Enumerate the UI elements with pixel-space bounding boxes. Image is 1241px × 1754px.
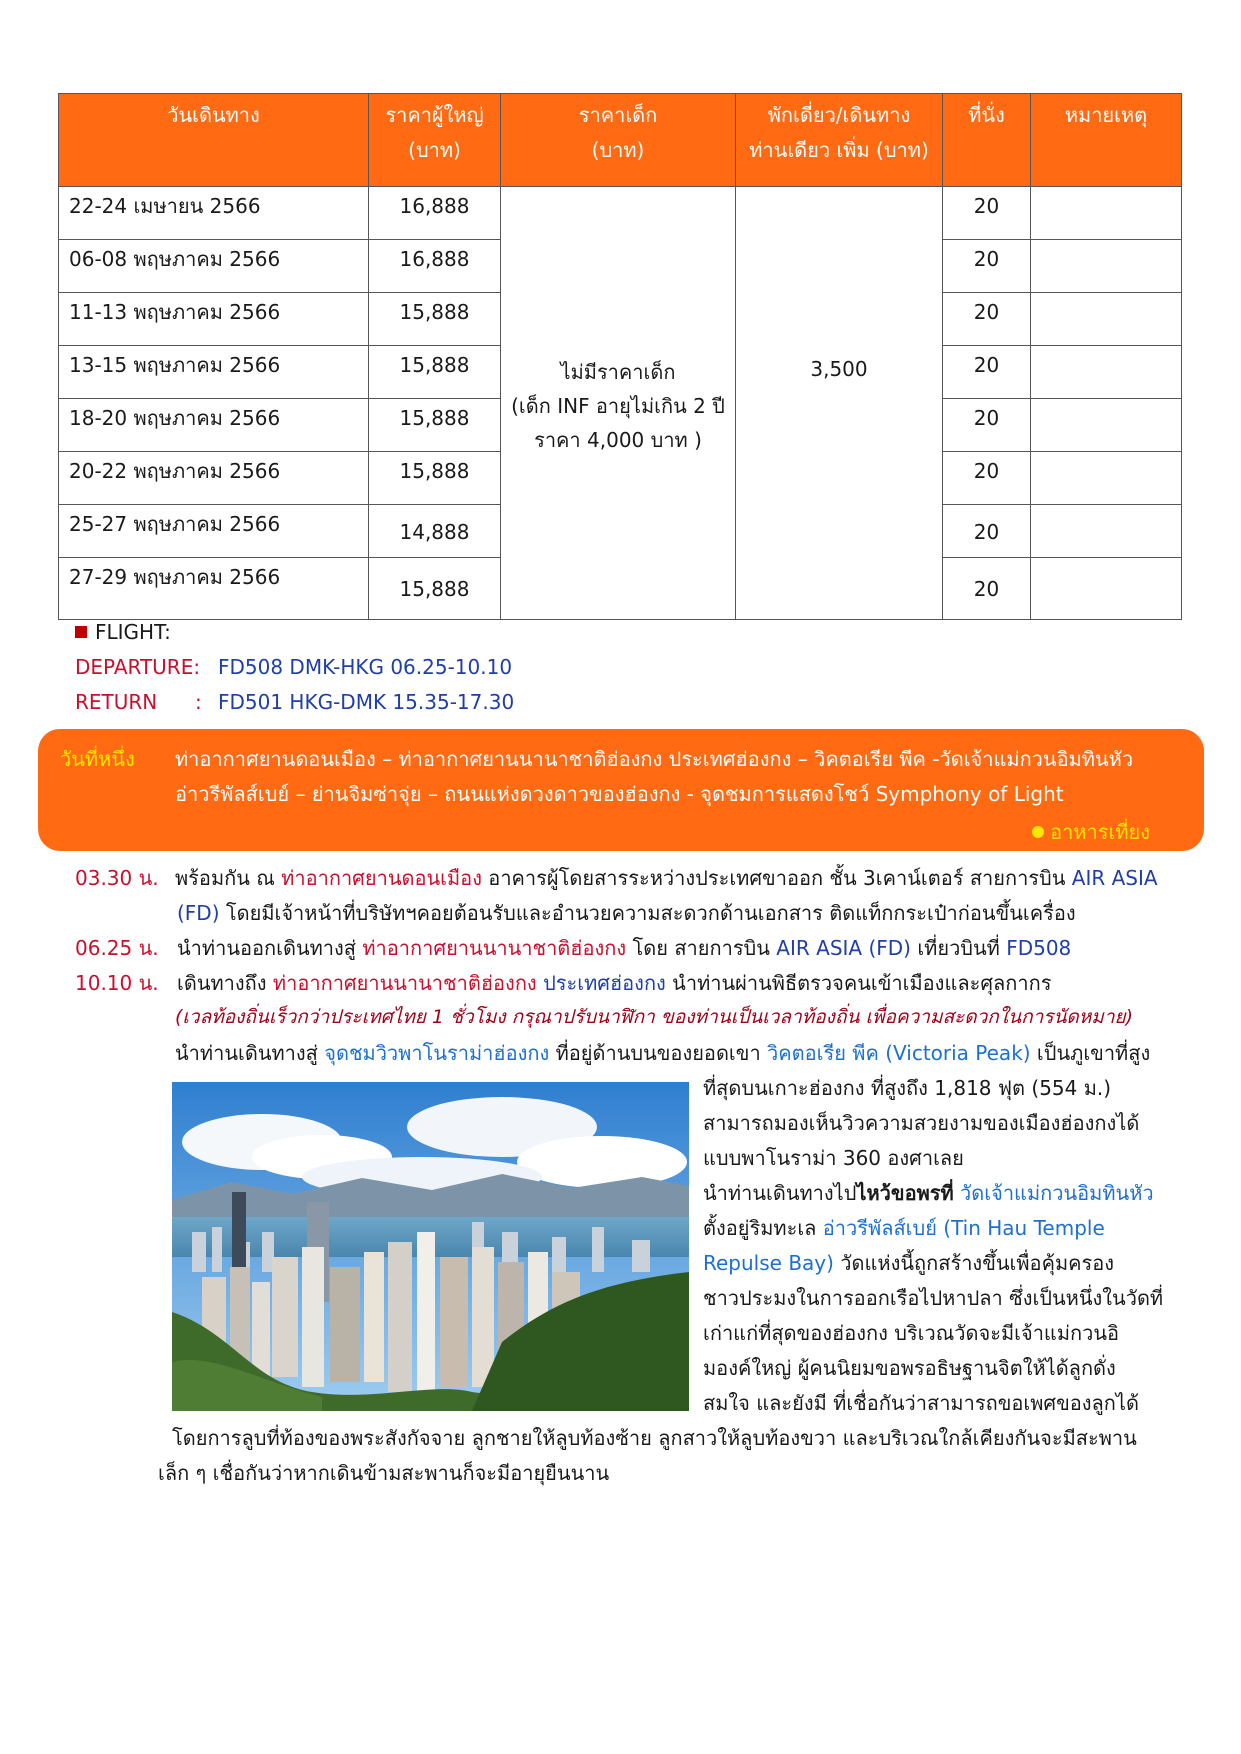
return-value: FD501 HKG-DMK 15.35-17.30 bbox=[218, 690, 515, 714]
single-supplement-cell: 3,500 bbox=[736, 187, 943, 620]
text-line: สามารถมองเห็นวิวความสวยงามของเมืองฮ่องกงได้ bbox=[703, 1111, 1140, 1135]
departure-label: DEPARTURE: bbox=[75, 655, 201, 679]
date-cell: 27-29 พฤษภาคม 2566 bbox=[59, 558, 369, 620]
date-cell: 20-22 พฤษภาคม 2566 bbox=[59, 452, 369, 505]
text-line: Repulse Bay) วัดแห่งนี้ถูกสร้างขึ้นเพื่อคุ้มครอง bbox=[703, 1251, 1115, 1275]
day-one-banner bbox=[38, 729, 1204, 851]
time-1010: 10.10 น. bbox=[75, 971, 159, 995]
seats-cell: 20 bbox=[943, 452, 1031, 505]
text-line: มองค์ใหญ่ ผู้คนนิยมขอพรอธิษฐานจิตให้ได้ลูกดั่ง bbox=[703, 1356, 1116, 1380]
text-line: ชาวประมงในการออกเรือไปหาปลา ซึ่งเป็นหนึ่งในวัดที่ bbox=[703, 1286, 1164, 1310]
adult-price-cell: 16,888 bbox=[369, 240, 501, 293]
day-route-line-1: ท่าอากาศยานดอนเมือง – ท่าอากาศยานนานาชาติฮ่องกง ประเทศฮ่องกง – วิคตอเรีย พีค -วัดเจ้าแม่กวนอิมทินหัว bbox=[175, 747, 1134, 771]
adult-price-cell: 15,888 bbox=[369, 346, 501, 399]
seats-cell: 20 bbox=[943, 240, 1031, 293]
header-seats: ที่นั่ง bbox=[943, 94, 1031, 187]
table-row bbox=[59, 187, 1182, 240]
header-travel-date: วันเดินทาง bbox=[59, 94, 369, 187]
date-cell: 25-27 พฤษภาคม 2566 bbox=[59, 505, 369, 558]
price-table bbox=[58, 93, 1182, 620]
itinerary-para-2: นำท่านออกเดินทางสู่ ท่าอากาศยานนานาชาติฮ่องกง โดย สายการบิน AIR ASIA (FD) เที่ยวบินที่ FD508 bbox=[177, 936, 1072, 960]
seats-cell: 20 bbox=[943, 399, 1031, 452]
adult-price-cell: 16,888 bbox=[369, 187, 501, 240]
departure-value: FD508 DMK-HKG 06.25-10.10 bbox=[218, 655, 513, 679]
adult-price-cell: 15,888 bbox=[369, 452, 501, 505]
date-cell: 11-13 พฤษภาคม 2566 bbox=[59, 293, 369, 346]
remarks-cell bbox=[1031, 399, 1182, 452]
text-line: แบบพาโนราม่า 360 องศาเลย bbox=[703, 1146, 964, 1170]
text-line: ที่สุดบนเกาะฮ่องกง ที่สูงถึง 1,818 ฟุต (554 ม.) bbox=[703, 1076, 1112, 1100]
child-price-cell: ไม่มีราคาเด็ก (เด็ก INF อายุไม่เกิน 2 ปี ราคา 4,000 บาท ) bbox=[501, 187, 736, 620]
remarks-cell bbox=[1031, 452, 1182, 505]
day-label: วันที่หนึ่ง bbox=[60, 747, 135, 771]
meal-icon bbox=[1032, 826, 1044, 838]
remarks-cell bbox=[1031, 505, 1182, 558]
adult-price-cell: 15,888 bbox=[369, 558, 501, 620]
time-0330: 03.30 น. bbox=[75, 866, 159, 890]
header-remarks: หมายเหตุ bbox=[1031, 94, 1182, 187]
day-route-line-2: อ่าวรีพัลส์เบย์ – ย่านจิมซ่าจุ่ย – ถนนแห่งดวงดาวของฮ่องกง - จุดชมการแสดงโชว์ Symphony of Light bbox=[175, 782, 1064, 806]
table-header-row bbox=[59, 94, 1182, 187]
timezone-note: (เวลท้องถิ่นเร็วกว่าประเทศไทย 1 ชั่วโมง กรุณาปรับนาฬิกา ของท่านเป็นเวลาท้องถิ่น เพื่อความสะดวกในการนัดหมาย) bbox=[175, 1006, 1134, 1028]
text-line: นำท่านเดินทางไปไหว้ขอพรที่ วัดเจ้าแม่กวนอิมทินหัว bbox=[703, 1181, 1154, 1205]
flight-title: FLIGHT: bbox=[75, 620, 171, 644]
itinerary-para-1-line-2: (FD) โดยมีเจ้าหน้าที่บริษัทฯคอยต้อนรับและอำนวยความสะดวกด้านเอกสาร ติดแท็กกระเป๋าก่อนขึ้นเครื่อง bbox=[177, 901, 1076, 925]
seats-cell: 20 bbox=[943, 293, 1031, 346]
seats-cell: 20 bbox=[943, 346, 1031, 399]
seats-cell: 20 bbox=[943, 558, 1031, 620]
departure-line bbox=[75, 655, 512, 679]
header-adult-price: ราคาผู้ใหญ่ (บาท) bbox=[369, 94, 501, 187]
bullet-square-icon bbox=[75, 626, 87, 638]
return-label: RETURN bbox=[75, 690, 158, 714]
text-line: เก่าแก่ที่สุดของฮ่องกง บริเวณวัดจะมีเจ้าแม่กวนอิ bbox=[703, 1321, 1120, 1345]
remarks-cell bbox=[1031, 293, 1182, 346]
text-line: เล็ก ๆ เชื่อกันว่าหากเดินข้ามสะพานก็จะมีอายุยืนนาน bbox=[158, 1461, 610, 1485]
return-line: RETURN : FD501 HKG-DMK 15.35-17.30 bbox=[75, 690, 515, 714]
adult-price-cell: 14,888 bbox=[369, 505, 501, 558]
text-line: โดยการลูบที่ท้องของพระสังกัจจาย ลูกชายให้ลูบท้องซ้าย ลูกสาวให้ลูบท้องขวา และบริเวณใกล้เคียงกันจะมีสะพาน bbox=[172, 1426, 1137, 1450]
itinerary-para-1-line-1: พร้อมกัน ณ ท่าอากาศยานดอนเมือง อาคารผู้โดยสารระหว่างประเทศขาออก ชั้น 3เคาน์เตอร์ สายการบิน AIR ASIA bbox=[175, 866, 1158, 890]
seats-cell: 20 bbox=[943, 505, 1031, 558]
header-child-price: ราคาเด็ก (บาท) bbox=[501, 94, 736, 187]
date-cell: 18-20 พฤษภาคม 2566 bbox=[59, 399, 369, 452]
date-cell: 13-15 พฤษภาคม 2566 bbox=[59, 346, 369, 399]
remarks-cell bbox=[1031, 346, 1182, 399]
adult-price-cell: 15,888 bbox=[369, 399, 501, 452]
remarks-cell bbox=[1031, 558, 1182, 620]
time-0625: 06.25 น. bbox=[75, 936, 159, 960]
date-cell: 22-24 เมษายน 2566 bbox=[59, 187, 369, 240]
remarks-cell bbox=[1031, 240, 1182, 293]
itinerary-para-3: เดินทางถึง ท่าอากาศยานนานาชาติฮ่องกง ประเทศฮ่องกง นำท่านผ่านพิธีตรวจคนเข้าเมืองและศุลกากร bbox=[177, 971, 1052, 995]
remarks-cell bbox=[1031, 187, 1182, 240]
meal-info: อาหารเที่ยง bbox=[1032, 816, 1150, 848]
adult-price-cell: 15,888 bbox=[369, 293, 501, 346]
text-line: สมใจ และยังมี ที่เชื่อกันว่าสามารถขอเพศของลูกได้ bbox=[703, 1391, 1139, 1415]
seats-cell: 20 bbox=[943, 187, 1031, 240]
victoria-peak-photo bbox=[172, 1082, 689, 1411]
date-cell: 06-08 พฤษภาคม 2566 bbox=[59, 240, 369, 293]
itinerary-para-4: นำท่านเดินทางสู่ จุดชมวิวพาโนราม่าฮ่องกง ที่อยู่ด้านบนของยอดเขา วิคตอเรีย พีค (Victoria Peak) เป็นภูเขาที่สูง bbox=[175, 1041, 1151, 1065]
header-single-supplement: พักเดี่ยว/เดินทาง ท่านเดียว เพิ่ม (บาท) bbox=[736, 94, 943, 187]
text-line: ตั้งอยู่ริมทะเล อ่าวรีพัลส์เบย์ (Tin Hau Temple bbox=[703, 1216, 1105, 1240]
